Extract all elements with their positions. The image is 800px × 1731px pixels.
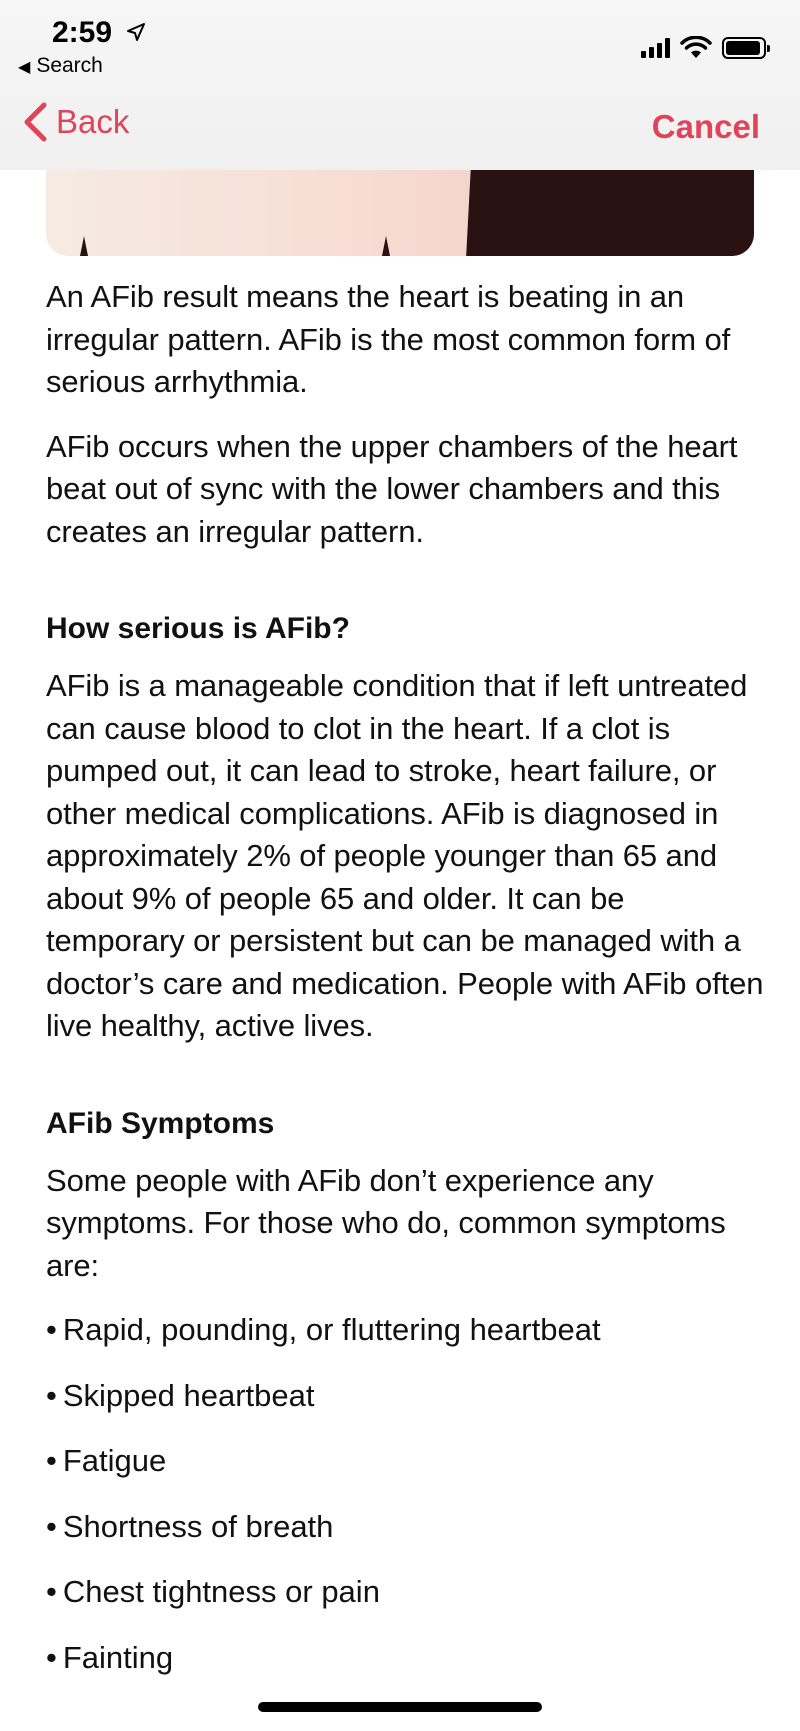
cancel-button[interactable]: Cancel (651, 108, 760, 145)
back-button-label: Back (56, 103, 130, 140)
list-item (46, 1506, 766, 1548)
intro-paragraph-2: AFib occurs when the upper chambers of the heart beat out of sync with the lower chambers and this creates an irregular pattern. (46, 428, 738, 549)
symptom-text: Chest tightness or pain (62, 1574, 380, 1609)
section-heading-symptoms: AFib Symptoms (46, 1106, 275, 1140)
back-to-search[interactable] (18, 54, 103, 78)
back-button[interactable] (22, 102, 129, 142)
bullet-icon: • (46, 1377, 57, 1413)
bullet-icon: • (46, 1312, 57, 1347)
hero-ecg-spike (382, 236, 390, 256)
list-item (46, 1440, 766, 1482)
section-heading-seriousness: How serious is AFib? (46, 612, 350, 645)
bullet-icon: • (46, 1639, 57, 1675)
symptom-text: Fainting (62, 1639, 174, 1675)
battery-icon (722, 37, 766, 59)
intro-paragraph-1: An AFib result means the heart is beating in an irregular pattern. AFib is the most common form of serious arrhythmia. (46, 279, 731, 399)
wifi-icon (680, 36, 712, 60)
article-content (46, 276, 766, 1702)
location-arrow-icon (126, 22, 146, 42)
top-bar (0, 0, 800, 170)
status-indicators (641, 36, 766, 60)
list-item (46, 1375, 766, 1417)
symptoms-intro-paragraph: Some people with AFib don’t experience any symptoms. For those who do, common symptoms are: (46, 1162, 726, 1283)
cellular-signal-icon (641, 38, 670, 58)
seriousness-paragraph: AFib is a manageable condition that if left untreated can cause blood to clot in the heart. If a clot is pumped out, it can lead to stroke, heart failure, or other medical complications. AFib is diagnosed in approximately 2% of people younger than 65 and about 9% of people 65 and older. It can be temporary or persistent but can be managed with a doctor’s care and medication. People with AFib often live healthy, active lives. (46, 668, 764, 1043)
bullet-icon: • (46, 1443, 57, 1478)
list-item (46, 1309, 766, 1351)
status-time: 2:59 (52, 16, 113, 49)
list-item (46, 1637, 766, 1679)
symptom-text: Skipped heartbeat (62, 1377, 315, 1413)
home-indicator[interactable] (258, 1702, 542, 1712)
symptoms-list (46, 1309, 766, 1679)
back-triangle-icon: ◀ (18, 59, 31, 76)
chevron-left-icon (22, 102, 48, 142)
hero-ecg-spike (80, 236, 88, 256)
bullet-icon: • (46, 1508, 57, 1544)
bullet-icon: • (46, 1574, 57, 1609)
list-item (46, 1571, 766, 1613)
symptom-text: Fatigue (62, 1443, 167, 1478)
symptom-text: Rapid, pounding, or fluttering heartbeat (62, 1312, 601, 1347)
back-to-search-label: Search (36, 54, 103, 77)
symptom-text: Shortness of breath (62, 1508, 334, 1544)
